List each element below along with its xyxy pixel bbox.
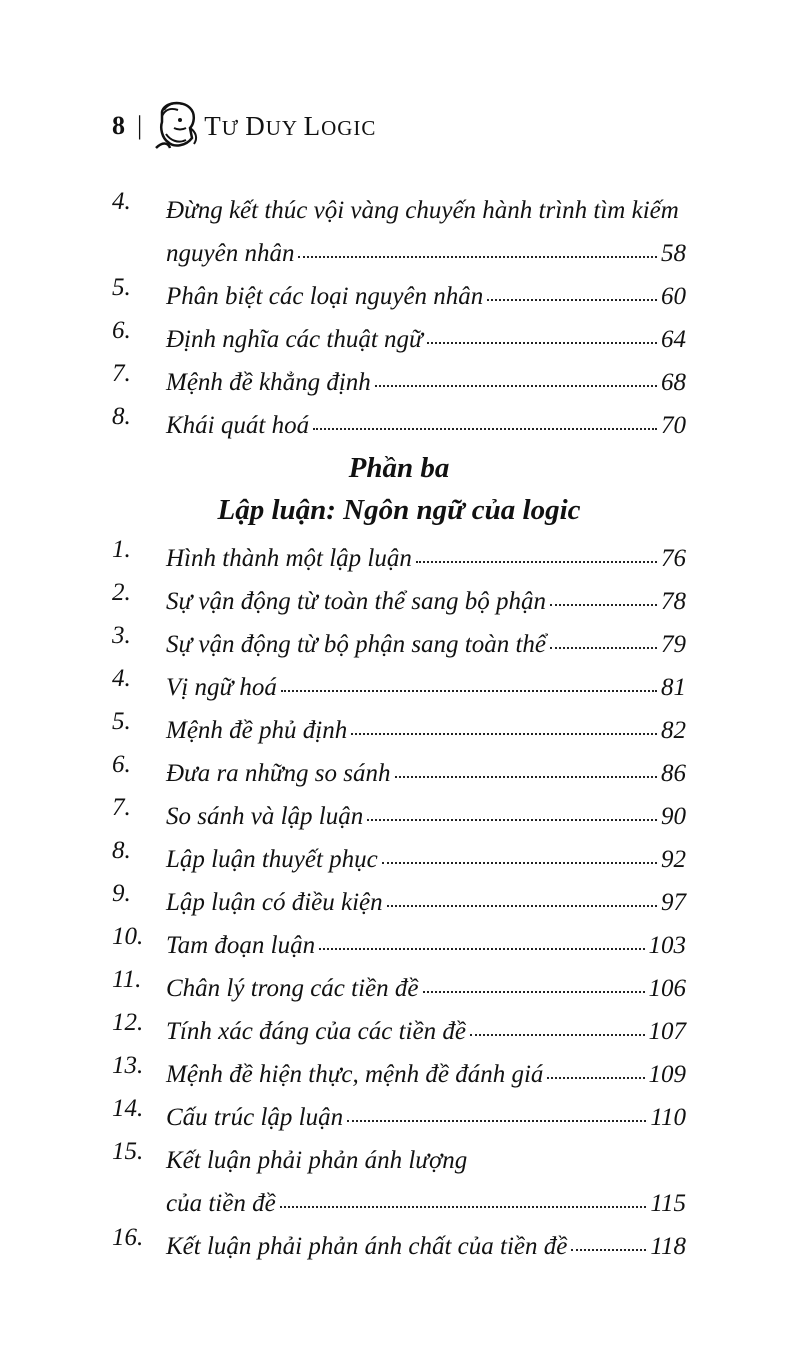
toc-entry-page: 58 [661, 240, 686, 267]
toc-entry-number: 8. [112, 837, 131, 864]
toc-entry-number: 7. [112, 794, 131, 821]
toc-entry-title: của tiền đề [166, 1190, 276, 1217]
toc-entry-number: 4. [112, 665, 131, 692]
toc-entry-title: Phân biệt các loại nguyên nhân [166, 283, 484, 310]
toc-entry-title: Cấu trúc lập luận [166, 1104, 344, 1131]
toc-entry-number: 15. [112, 1138, 144, 1165]
toc-entry [112, 1132, 686, 1218]
leader-dots [382, 862, 657, 864]
toc-entry-title: Mệnh đề khẳng định [166, 369, 371, 396]
toc-entry-title: Tam đoạn luận [166, 932, 316, 959]
toc-entry-page: 110 [650, 1104, 686, 1131]
toc-entry [112, 530, 686, 573]
toc-entry-number: 9. [112, 880, 131, 907]
toc-entry [112, 268, 686, 311]
leader-dots [550, 604, 657, 606]
toc-entry-number: 8. [112, 403, 131, 430]
toc-entry-title: nguyên nhân [166, 240, 295, 267]
toc-entry-number: 5. [112, 708, 131, 735]
toc-entry-page: 64 [661, 326, 686, 353]
toc-entry [112, 397, 686, 440]
toc-entry-page: 78 [661, 588, 686, 615]
leader-dots [347, 1120, 646, 1122]
toc-entry-number: 4. [112, 188, 131, 215]
toc-entry-title: Chân lý trong các tiền đề [166, 975, 419, 1002]
part-title: Lập luận: Ngôn ngữ của logic [217, 494, 581, 526]
toc-entry [112, 1046, 686, 1089]
toc-entry [112, 788, 686, 831]
toc-entry-page: 115 [650, 1190, 686, 1217]
leader-dots [387, 905, 657, 907]
leader-dots [319, 948, 644, 950]
toc-entry [112, 917, 686, 960]
leader-dots [571, 1249, 646, 1251]
toc-entry-number: 11. [112, 966, 142, 993]
toc-entry-page: 103 [648, 932, 686, 959]
toc-entry-title: Mệnh đề phủ định [166, 717, 348, 744]
leader-dots [395, 776, 657, 778]
toc-entry [112, 182, 686, 268]
toc-entry [112, 659, 686, 702]
leader-dots [487, 299, 657, 301]
toc-entry-number: 6. [112, 751, 131, 778]
toc-entry-title: Sự vận động từ bộ phận sang toàn thể [166, 631, 547, 658]
toc-entry-title: Lập luận có điều kiện [166, 889, 383, 916]
toc-entry-number: 13. [112, 1052, 144, 1079]
toc-entry-title-line1: Đừng kết thúc vội vàng chuyến hành trình tìm kiếm [166, 197, 679, 224]
leader-dots [313, 428, 657, 430]
toc-entry-title: Vị ngữ hoá [166, 674, 277, 701]
leader-dots [423, 991, 645, 993]
toc-entry-number: 6. [112, 317, 131, 344]
header-separator: | [137, 111, 143, 140]
toc-entry-number: 2. [112, 579, 131, 606]
part-heading [112, 452, 686, 536]
toc-entry [112, 1218, 686, 1261]
toc-entry-page: 97 [661, 889, 686, 916]
part-label: Phần ba [348, 452, 450, 484]
toc-entry-title-line1: Kết luận phải phản ánh lượng [166, 1147, 468, 1174]
toc-entry-number: 5. [112, 274, 131, 301]
toc-entry-page: 68 [661, 369, 686, 396]
toc-entry [112, 1089, 686, 1132]
toc-entry [112, 616, 686, 659]
leader-dots [280, 1206, 647, 1208]
toc-list-part3 [112, 530, 686, 1261]
toc-entry-page: 109 [648, 1061, 686, 1088]
leader-dots [351, 733, 657, 735]
toc-entry [112, 1003, 686, 1046]
toc-entry-title: Mệnh đề hiện thực, mệnh đề đánh giá [166, 1061, 544, 1088]
leader-dots [375, 385, 657, 387]
toc-entry-number: 7. [112, 360, 131, 387]
leader-dots [470, 1034, 645, 1036]
toc-entry-title: Định nghĩa các thuật ngữ [166, 326, 423, 353]
toc-entry-title: So sánh và lập luận [166, 803, 364, 830]
toc-entry-title: Kết luận phải phản ánh chất của tiền đề [166, 1233, 568, 1260]
toc-entry-number: 16. [112, 1224, 144, 1251]
toc-entry-number: 1. [112, 536, 131, 563]
toc-entry-page: 79 [661, 631, 686, 658]
toc-entry-page: 107 [648, 1018, 686, 1045]
toc-entry-number: 3. [112, 622, 131, 649]
toc-entry [112, 745, 686, 788]
toc-entry-number: 12. [112, 1009, 144, 1036]
toc-entry [112, 354, 686, 397]
toc-list-top [112, 182, 686, 440]
toc-entry-page: 92 [661, 846, 686, 873]
toc-entry-title: Lập luận thuyết phục [166, 846, 378, 873]
toc-entry [112, 702, 686, 745]
thinker-face-logo-icon [152, 98, 200, 154]
toc-entry-page: 90 [661, 803, 686, 830]
toc-entry-page: 82 [661, 717, 686, 744]
toc-entry-title: Khái quát hoá [166, 412, 310, 439]
leader-dots [416, 561, 657, 563]
toc-entry-page: 86 [661, 760, 686, 787]
toc-entry-number: 10. [112, 923, 144, 950]
toc-entry-number: 14. [112, 1095, 144, 1122]
toc-entry [112, 960, 686, 1003]
toc-entry [112, 311, 686, 354]
leader-dots [547, 1077, 644, 1079]
toc-entry-page: 76 [661, 545, 686, 572]
toc-entry-title: Tính xác đáng của các tiền đề [166, 1018, 466, 1045]
leader-dots [367, 819, 657, 821]
toc-entry [112, 573, 686, 616]
toc-entry-title: Sự vận động từ toàn thể sang bộ phận [166, 588, 547, 615]
leader-dots [427, 342, 657, 344]
toc-entry-page: 81 [661, 674, 686, 701]
toc-entry-page: 118 [650, 1233, 686, 1260]
toc-entry [112, 874, 686, 917]
toc-entry-page: 70 [661, 412, 686, 439]
running-header [112, 96, 612, 156]
leader-dots [298, 256, 657, 258]
toc-entry-title: Đưa ra những so sánh [166, 760, 391, 787]
toc-entry-page: 60 [661, 283, 686, 310]
book-title: TƯ DUY LOGIC [204, 110, 377, 141]
toc-entry [112, 831, 686, 874]
toc-entry-page: 106 [648, 975, 686, 1002]
page-number: 8 [112, 111, 125, 140]
leader-dots [281, 690, 657, 692]
leader-dots [550, 647, 657, 649]
toc-entry-title: Hình thành một lập luận [166, 545, 412, 572]
